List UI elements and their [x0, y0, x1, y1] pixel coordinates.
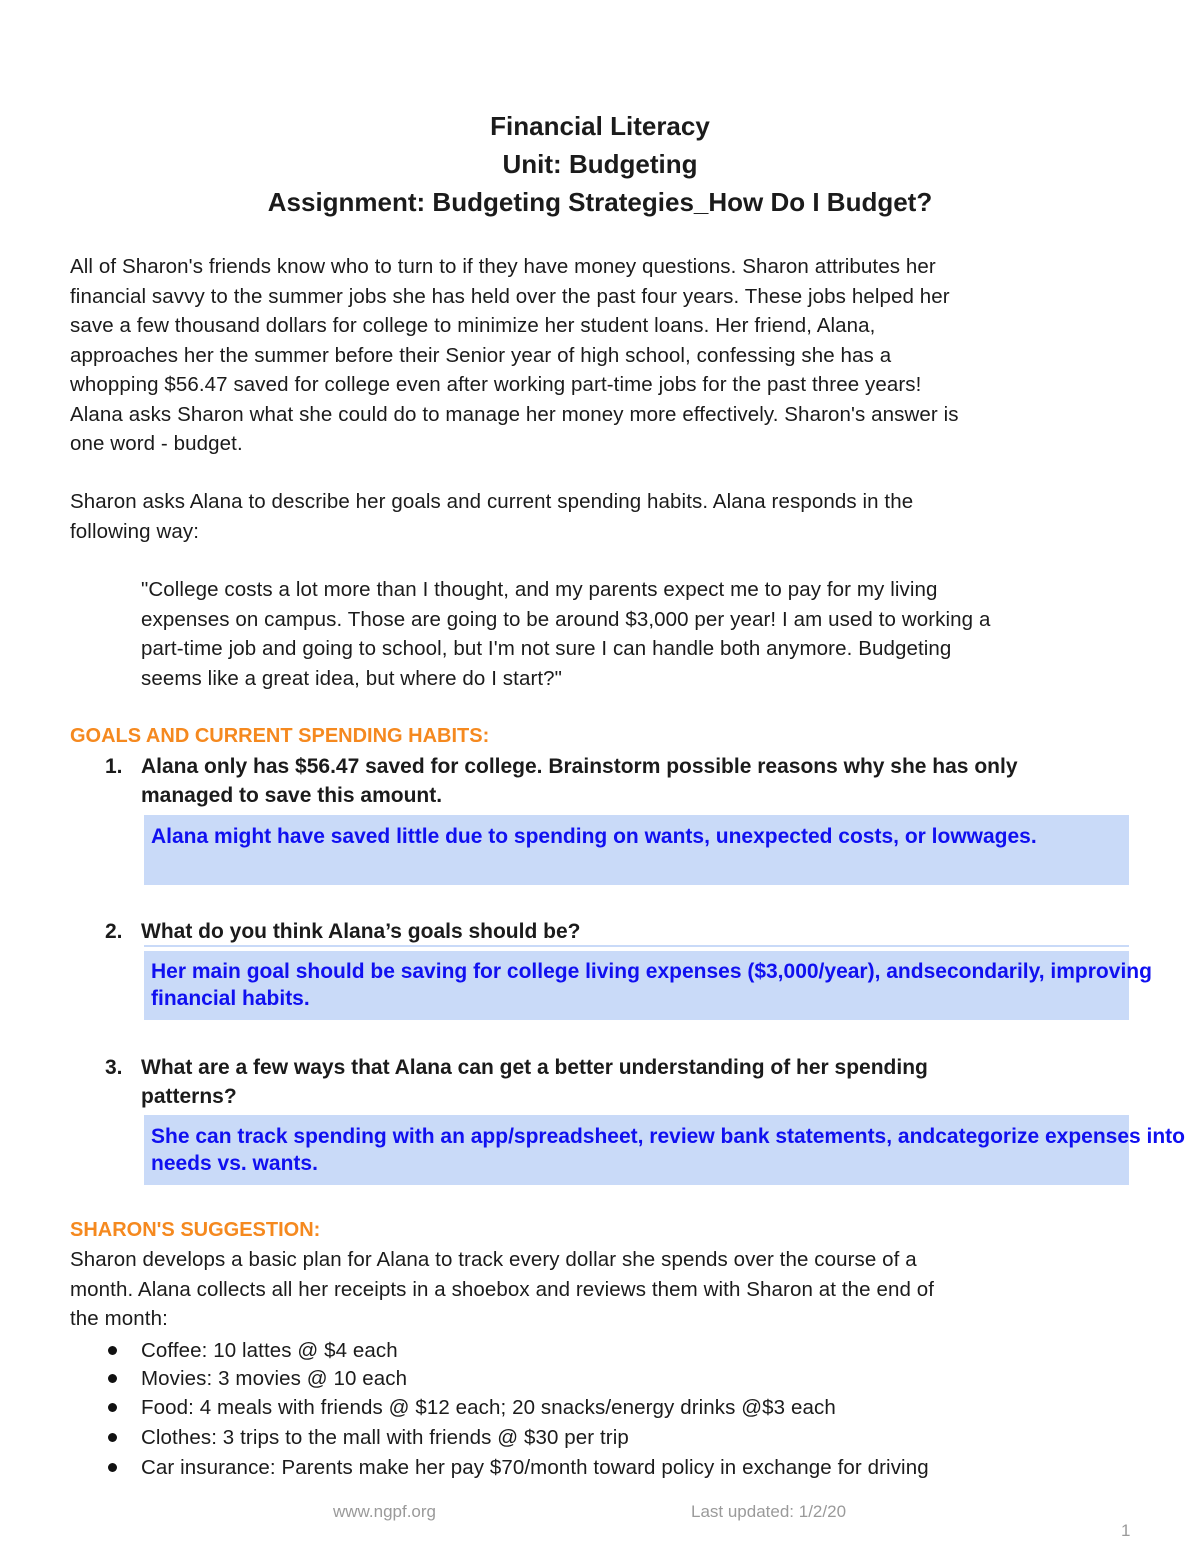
text-line: the month: [70, 1307, 168, 1330]
text-line: seems like a great idea, but where do I start?" [141, 666, 563, 690]
expense-item: Coffee: 10 lattes @ $4 each [141, 1339, 398, 1362]
expense-item: Clothes: 3 trips to the mall with friends @ $30 per trip [141, 1426, 629, 1449]
text-line: Sharon asks Alana to describe her goals and current spending habits. Alana responds in the [70, 490, 914, 513]
expense-item: Food: 4 meals with friends @ $12 each; 20 snacks/energy drinks @$3 each [141, 1396, 836, 1419]
bullet-icon [108, 1346, 117, 1355]
answer-2 [151, 958, 1200, 1012]
text-line: Unit: Budgeting [502, 149, 698, 179]
text-line: She can track spending with an app/spreadsheet, review bank statements, and [151, 1125, 936, 1148]
question-1 [141, 752, 1018, 810]
expense-item: Movies: 3 movies @ 10 each [141, 1367, 408, 1390]
intro-paragraph-1 [70, 252, 959, 459]
alana-quote [141, 575, 990, 693]
question-2 [141, 917, 580, 946]
question-number: 2. [105, 920, 123, 943]
text-line: patterns? [141, 1085, 237, 1108]
text-line: Alana only has $56.47 saved for college. Brainstorm possible reasons why she has only [141, 755, 1018, 778]
text-line: What do you think Alana’s goals should be? [141, 920, 581, 943]
answer-3 [151, 1123, 1200, 1177]
expense-item: Car insurance: Parents make her pay $70/month toward policy in exchange for driving [141, 1456, 929, 1479]
text-line: Assignment: Budgeting Strategies_How Do I Budget? [267, 187, 933, 217]
text-line: Alana might have saved little due to spending on wants, unexpected costs, or low [151, 825, 967, 848]
text-line: part-time job and going to school, but I'm not sure I can handle both anymore. Budgeting [141, 637, 952, 660]
answer-1 [151, 823, 1037, 850]
text-line: month. Alana collects all her receipts in a shoebox and reviews them with Sharon at the end of [70, 1277, 935, 1301]
suggestion-paragraph [70, 1245, 934, 1334]
bullet-icon [108, 1374, 117, 1383]
text-line: secondarily, improving financial habits. [151, 960, 1152, 1010]
footer-website: www.ngpf.org [333, 1502, 436, 1521]
text-line: managed to save this amount. [141, 784, 443, 807]
text-line: following way: [70, 519, 200, 543]
text-line: What are a few ways that Alana can get a better understanding of her spending [141, 1056, 928, 1079]
text-line: Sharon develops a basic plan for Alana to track every dollar she spends over the course of a [70, 1248, 917, 1271]
intro-paragraph-2 [70, 487, 913, 546]
text-line: categorize expenses into needs vs. wants. [151, 1125, 1186, 1175]
text-line: whopping $56.47 saved for college even after working part-time jobs for the past three years! [70, 373, 922, 396]
text-line: Financial Literacy [490, 111, 710, 141]
page-number: 1 [1121, 1521, 1131, 1540]
text-line: "College costs a lot more than I thought, and my parents expect me to pay for my living [141, 578, 938, 601]
text-line: expenses on campus. Those are going to be around $3,000 per year! I am used to working a [141, 607, 991, 631]
text-line: one word - budget. [70, 432, 243, 455]
bullet-icon [108, 1463, 117, 1472]
divider [144, 945, 1129, 947]
section-heading-suggestion: SHARON'S SUGGESTION: [70, 1219, 321, 1241]
text-line: wages. [966, 825, 1037, 848]
question-number: 3. [105, 1056, 123, 1079]
footer-last-updated: Last updated: 1/2/20 [691, 1502, 847, 1521]
text-line: save a few thousand dollars for college to minimize her student loans. Her friend, Alana, [70, 314, 876, 337]
question-3 [141, 1053, 928, 1111]
document-title [0, 107, 1200, 221]
text-line: Alana asks Sharon what she could do to manage her money more effectively. Sharon's answer is [70, 402, 959, 426]
bullet-icon [108, 1433, 117, 1442]
text-line: Her main goal should be saving for college living expenses ($3,000/year), and [151, 960, 924, 983]
section-heading-goals: GOALS AND CURRENT SPENDING HABITS: [70, 725, 490, 747]
question-number: 1. [105, 755, 123, 778]
text-line: financial savvy to the summer jobs she has held over the past four years. These jobs helped her [70, 284, 950, 308]
text-line: All of Sharon's friends know who to turn to if they have money questions. Sharon attributes her [70, 255, 936, 278]
bullet-icon [108, 1403, 117, 1412]
text-line: approaches her the summer before their Senior year of high school, confessing she has a [70, 343, 892, 367]
